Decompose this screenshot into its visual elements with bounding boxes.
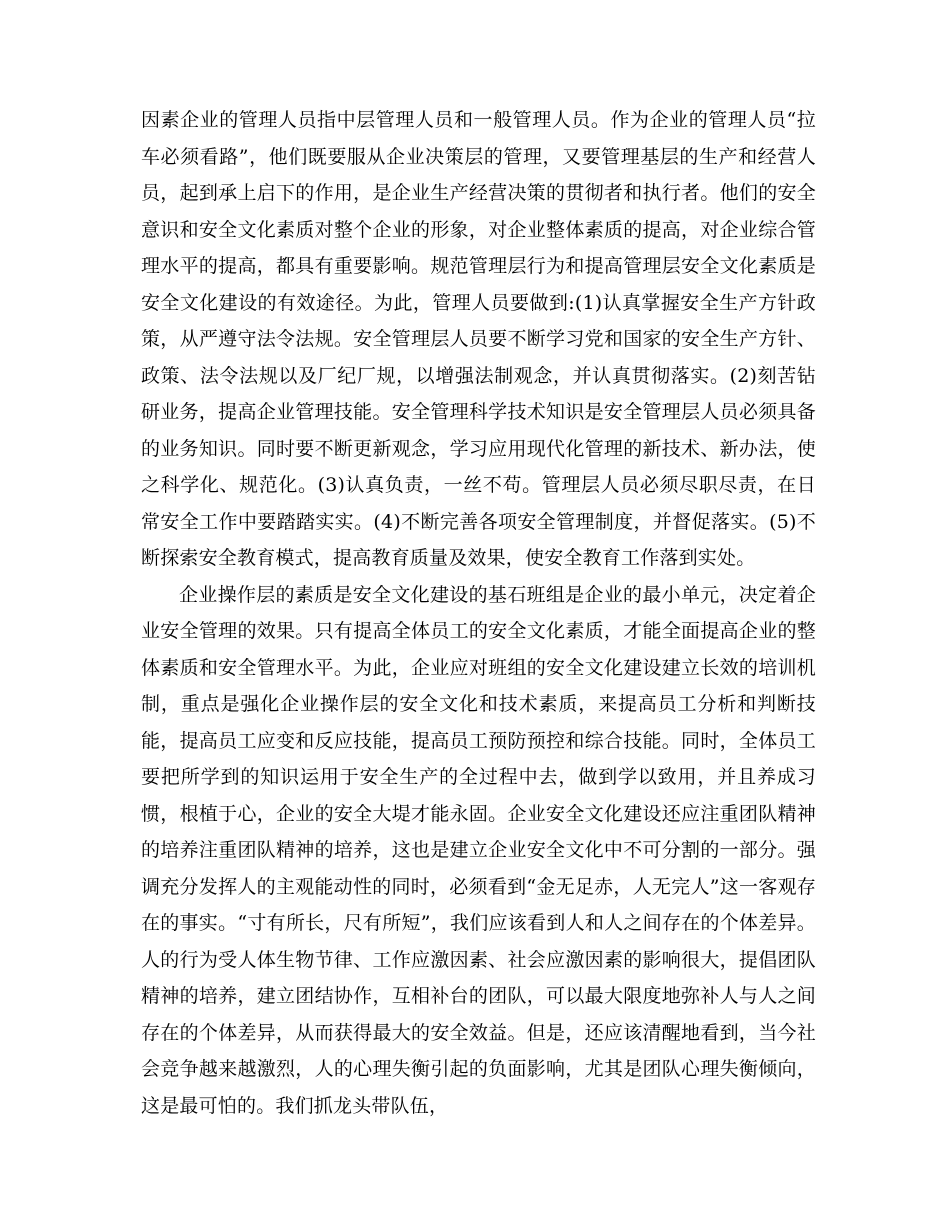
- paragraph-management-staff: 因素企业的管理人员指中层管理人员和一般管理人员。作为企业的管理人员“拉车必须看路”，他们既要服从企业决策层的管理，又要管理基层的生产和经营人员，起到承上启下的作用，是企业生产经营决策的贯彻者和执行者。他们的安全意识和安全文化素质对整个企业的形象，对企业整体素质的提高，对企业综合管理水平的提高，都具有重要影响。规范管理层行为和提高管理层安全文化素质是安全文化建设的有效途径。为此，管理人员要做到:(1)认真掌握安全生产方针政策，从严遵守法令法规。安全管理层人员要不断学习党和国家的安全生产方针、政策、法令法规以及厂纪厂规，以增强法制观念，并认真贯彻落实。(2)刻苦钻研业务，提高企业管理技能。安全管理科学技术知识是安全管理层人员必须具备的业务知识。同时要不断更新观念，学习应用现代化管理的新技术、新办法，使之科学化、规范化。(3)认真负责，一丝不苟。管理层人员必须尽职尽责，在日常安全工作中要踏踏实实。(4)不断完善各项安全管理制度，并督促落实。(5)不断探索安全教育模式，提高教育质量及效果，使安全教育工作落到实处。: [141, 109, 816, 569]
- paragraph-operation-layer: 企业操作层的素质是安全文化建设的基石班组是企业的最小单元，决定着企业安全管理的效果。只有提高全体员工的安全文化素质，才能全面提高企业的整体素质和安全管理水平。为此，企业应对班组的安全文化建设建立长效的培训机制，重点是强化企业操作层的安全文化和技术素质，来提高员工分析和判断技能，提高员工应变和反应技能，提高员工预防预控和综合技能。同时，全体员工要把所学到的知识运用于安全生产的全过程中去，做到学以致用，并且养成习惯，根植于心，企业的安全大堤才能永固。企业安全文化建设还应注重团队精神的培养注重团队精神的培养，这也是建立企业安全文化中不可分割的一部分。强调充分发挥人的主观能动性的同时，必须看到“金无足赤，人无完人”这一客观存在的事实。“寸有所长，尺有所短”，我们应该看到人和人之间存在的个体差异。人的行为受人体生物节律、工作应激因素、社会应激因素的影响很大，提倡团队精神的培养，建立团结协作，互相补台的团队，可以最大限度地弥补人与人之间存在的个体差异，从而获得最大的安全效益。但是，还应该清醒地看到，当今社会竞争越来越激烈，人的心理失衡引起的负面影响，尤其是团队心理失衡倾向，这是最可怕的。我们抓龙头带队伍，: [141, 583, 816, 1117]
- document-body: [141, 102, 816, 1124]
